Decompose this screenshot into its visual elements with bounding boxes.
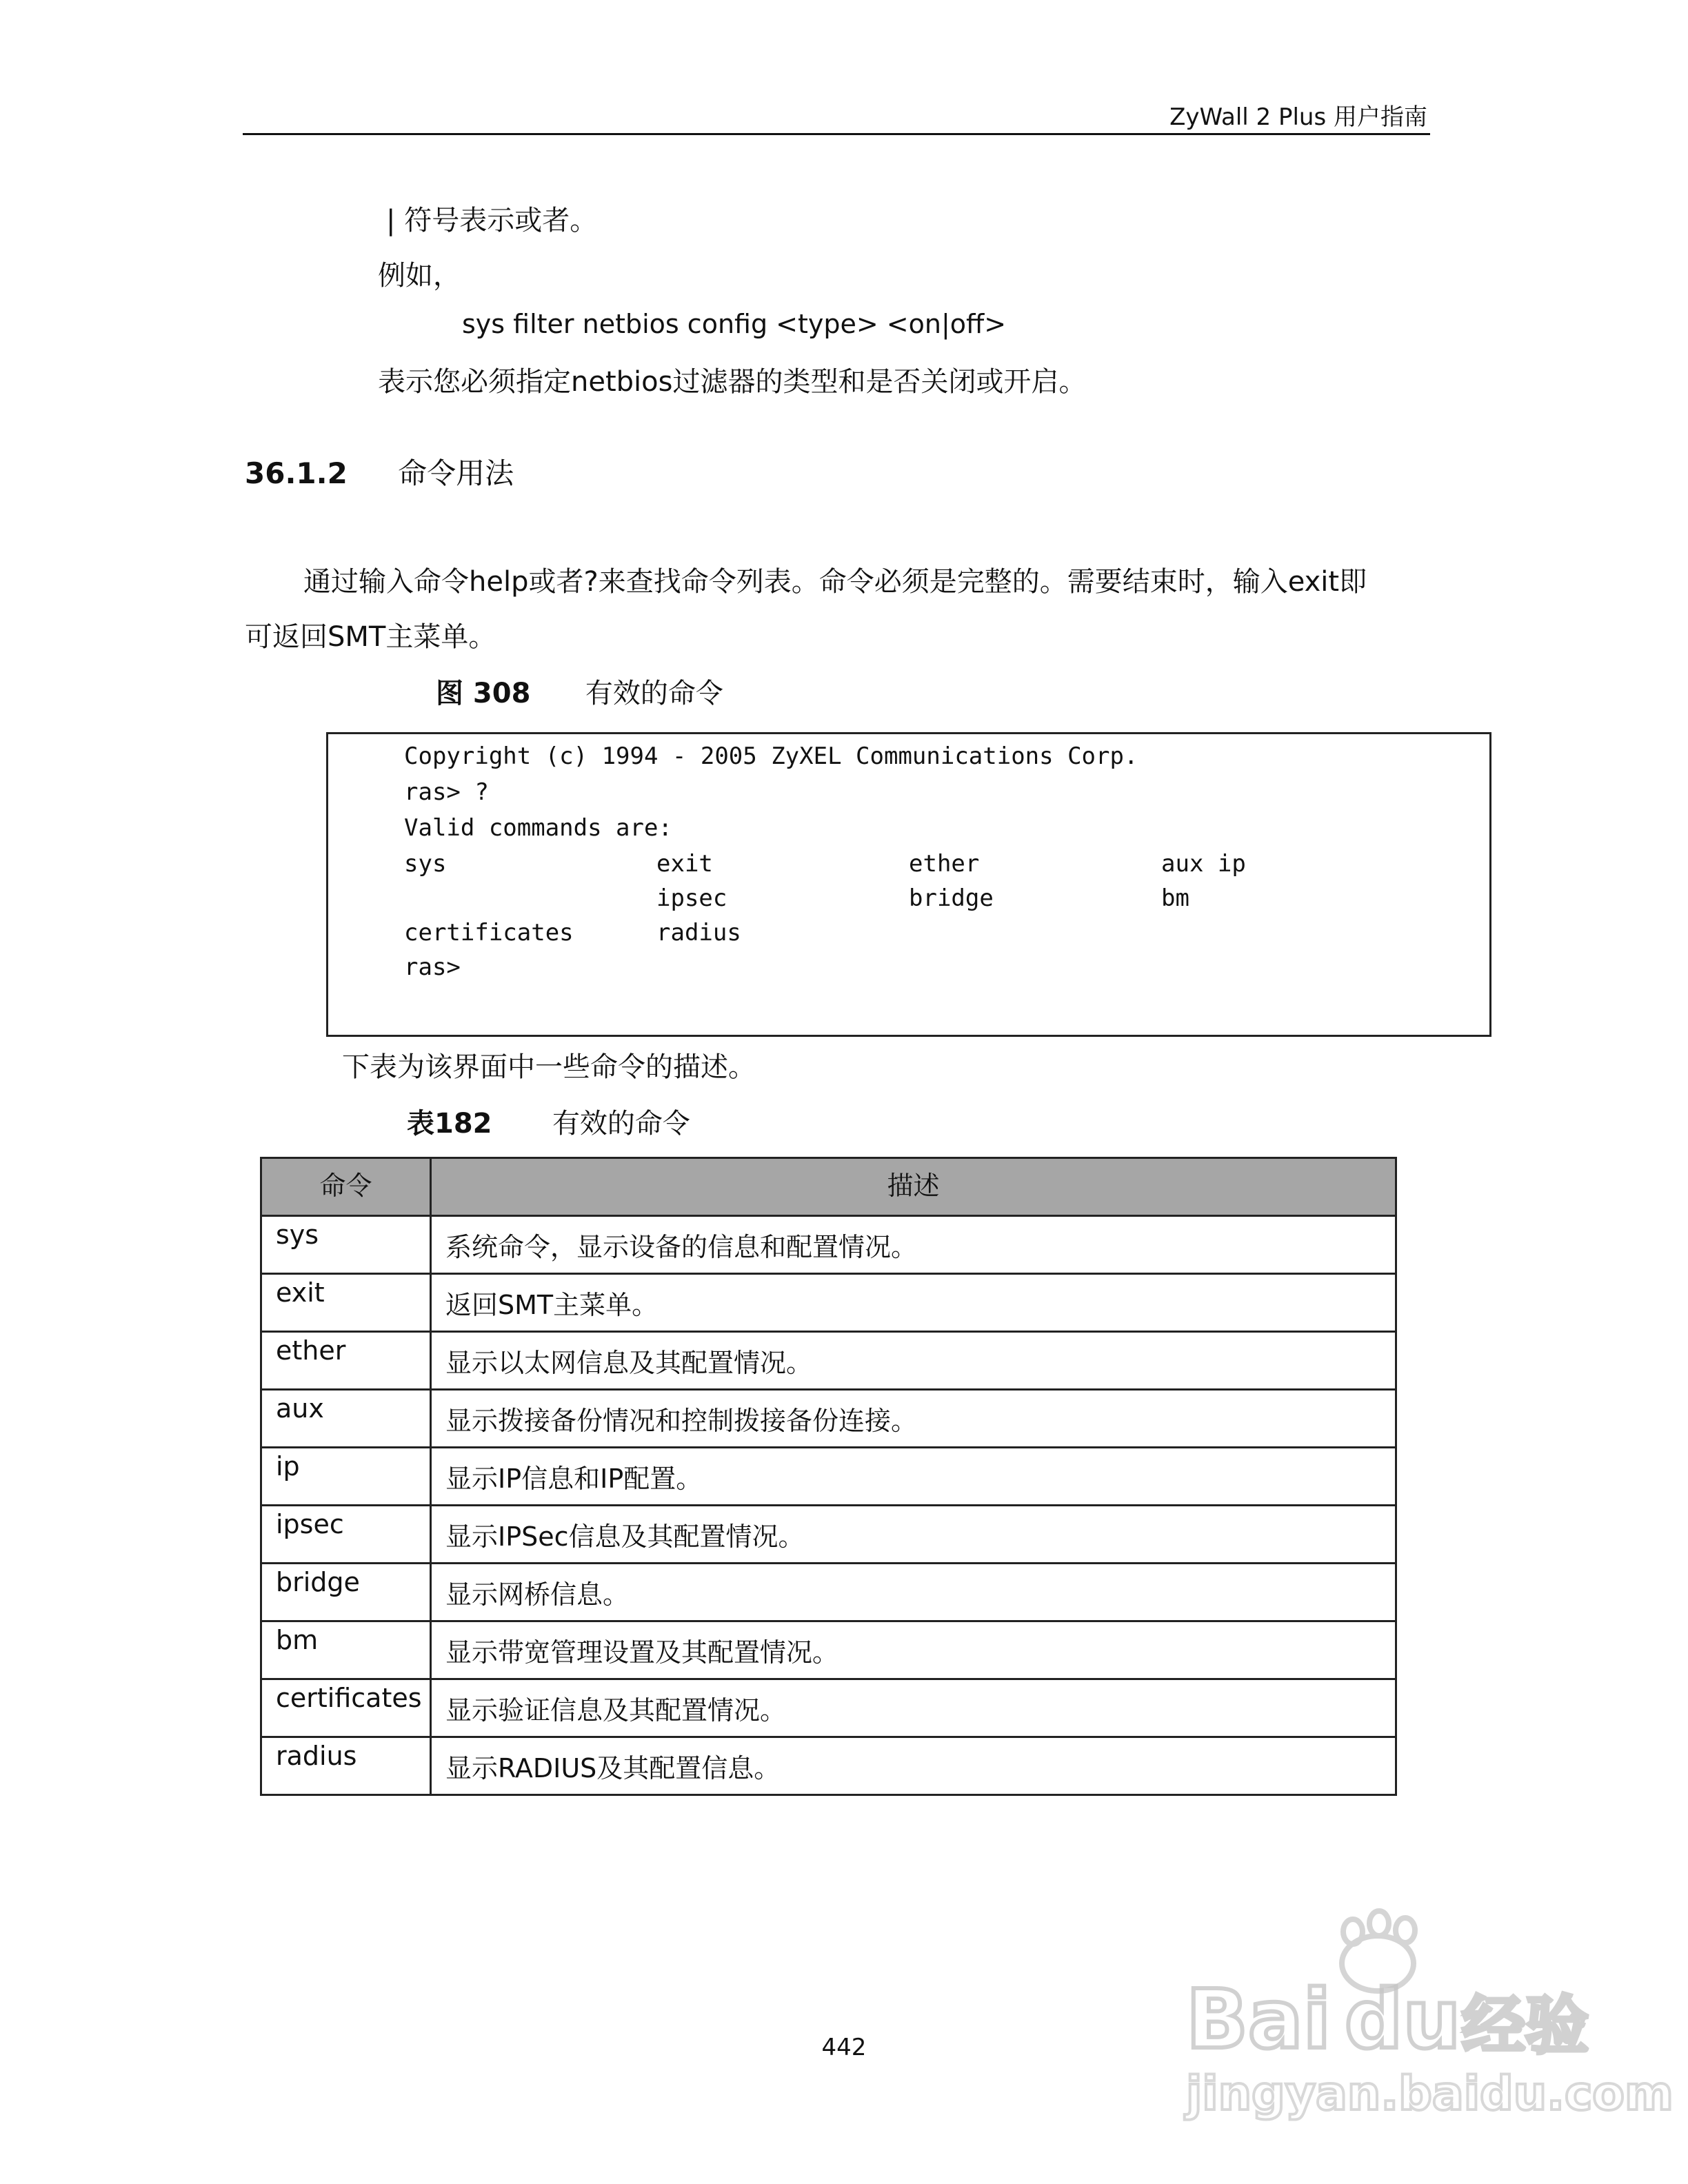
description-cell: 返回SMT主菜单。 (431, 1274, 1396, 1332)
page-number: 442 (821, 2034, 867, 2061)
table-row (261, 1332, 1396, 1390)
description-cell: 显示拨接备份情况和控制拨接备份连接。 (431, 1390, 1396, 1448)
running-header: ZyWall 2 Plus 用户指南 (1169, 103, 1427, 131)
console-box (326, 732, 1491, 1037)
column-header-command: 命令 (261, 1158, 431, 1216)
command-cell: exit (261, 1274, 431, 1332)
table-row (261, 1564, 1396, 1621)
table-row (261, 1737, 1396, 1795)
description-cell: 系统命令，显示设备的信息和配置情况。 (431, 1216, 1396, 1274)
section-number: 36.1.2 (245, 456, 348, 490)
command-cell: bm (261, 1621, 431, 1679)
command-cell: ip (261, 1448, 431, 1506)
table-row (261, 1274, 1396, 1332)
section-heading (245, 451, 514, 492)
svg-text:经验: 经验 (1462, 1989, 1589, 2063)
console-prompt: ras> (404, 953, 461, 981)
console-cmd: exit (656, 850, 713, 878)
console-cmd: radius (656, 919, 741, 947)
figure-label: 图 308 (436, 678, 531, 709)
command-cell: radius (261, 1737, 431, 1795)
svg-text:jingyan.baidu.com: jingyan.baidu.com (1186, 2067, 1674, 2121)
description-cell: 显示以太网信息及其配置情况。 (431, 1332, 1396, 1390)
description-cell: 显示网桥信息。 (431, 1564, 1396, 1621)
command-cell: aux (261, 1390, 431, 1448)
svg-text:du: du (1345, 1972, 1461, 2067)
table-intro: 下表为该界面中一些命令的描述。 (342, 1051, 756, 1083)
description-cell: 显示RADIUS及其配置信息。 (431, 1737, 1396, 1795)
section-title: 命令用法 (398, 456, 514, 490)
figure-caption (436, 671, 723, 711)
example-description: 表示您必须指定netbios过滤器的类型和是否关闭或开启。 (378, 366, 1087, 398)
svg-text:Bai: Bai (1186, 1972, 1332, 2067)
console-cmd: ipsec (656, 884, 727, 912)
command-cell: ipsec (261, 1506, 431, 1564)
table-row (261, 1216, 1396, 1274)
header-rule (243, 133, 1430, 135)
table-label: 表182 (407, 1108, 492, 1140)
table-caption (407, 1102, 690, 1141)
table-row (261, 1448, 1396, 1506)
description-cell: 显示带宽管理设置及其配置情况。 (431, 1621, 1396, 1679)
console-cmd: ether (909, 850, 980, 878)
table-title: 有效的命令 (552, 1108, 690, 1140)
pipe-note: | 符号表示或者。 (386, 205, 598, 236)
console-cmd: sys (404, 850, 447, 878)
example-label: 例如， (378, 260, 461, 292)
console-cmd: aux ip (1161, 850, 1246, 878)
console-valid-label: Valid commands are: (404, 814, 672, 842)
figure-title: 有效的命令 (585, 678, 723, 709)
command-cell: sys (261, 1216, 431, 1274)
console-copyright: Copyright (c) 1994 - 2005 ZyXEL Communications Corp. (404, 742, 1138, 770)
description-cell: 显示验证信息及其配置情况。 (431, 1679, 1396, 1737)
commands-table (260, 1157, 1397, 1796)
command-cell: certificates (261, 1679, 431, 1737)
console-command: ras> ? (404, 778, 489, 806)
example-command: sys filter netbios config <type> <on|off> (462, 309, 1007, 339)
command-cell: ether (261, 1332, 431, 1390)
table-row (261, 1390, 1396, 1448)
body-line-2: 可返回SMT主菜单。 (245, 621, 496, 653)
description-cell: 显示IP信息和IP配置。 (431, 1448, 1396, 1506)
console-cmd: bridge (909, 884, 994, 912)
description-cell: 显示IPSec信息及其配置情况。 (431, 1506, 1396, 1564)
column-header-description: 描述 (431, 1158, 1396, 1216)
table-row (261, 1506, 1396, 1564)
body-line-1: 通过输入命令help或者?来查找命令列表。命令必须是完整的。需要结束时，输入exit即 (303, 566, 1367, 598)
command-cell: bridge (261, 1564, 431, 1621)
table-header-row (261, 1158, 1396, 1216)
console-cmd: certificates (404, 919, 574, 947)
console-cmd: bm (1161, 884, 1189, 912)
table-row (261, 1679, 1396, 1737)
baidu-watermark-logo (1172, 1910, 1674, 2130)
table-row (261, 1621, 1396, 1679)
